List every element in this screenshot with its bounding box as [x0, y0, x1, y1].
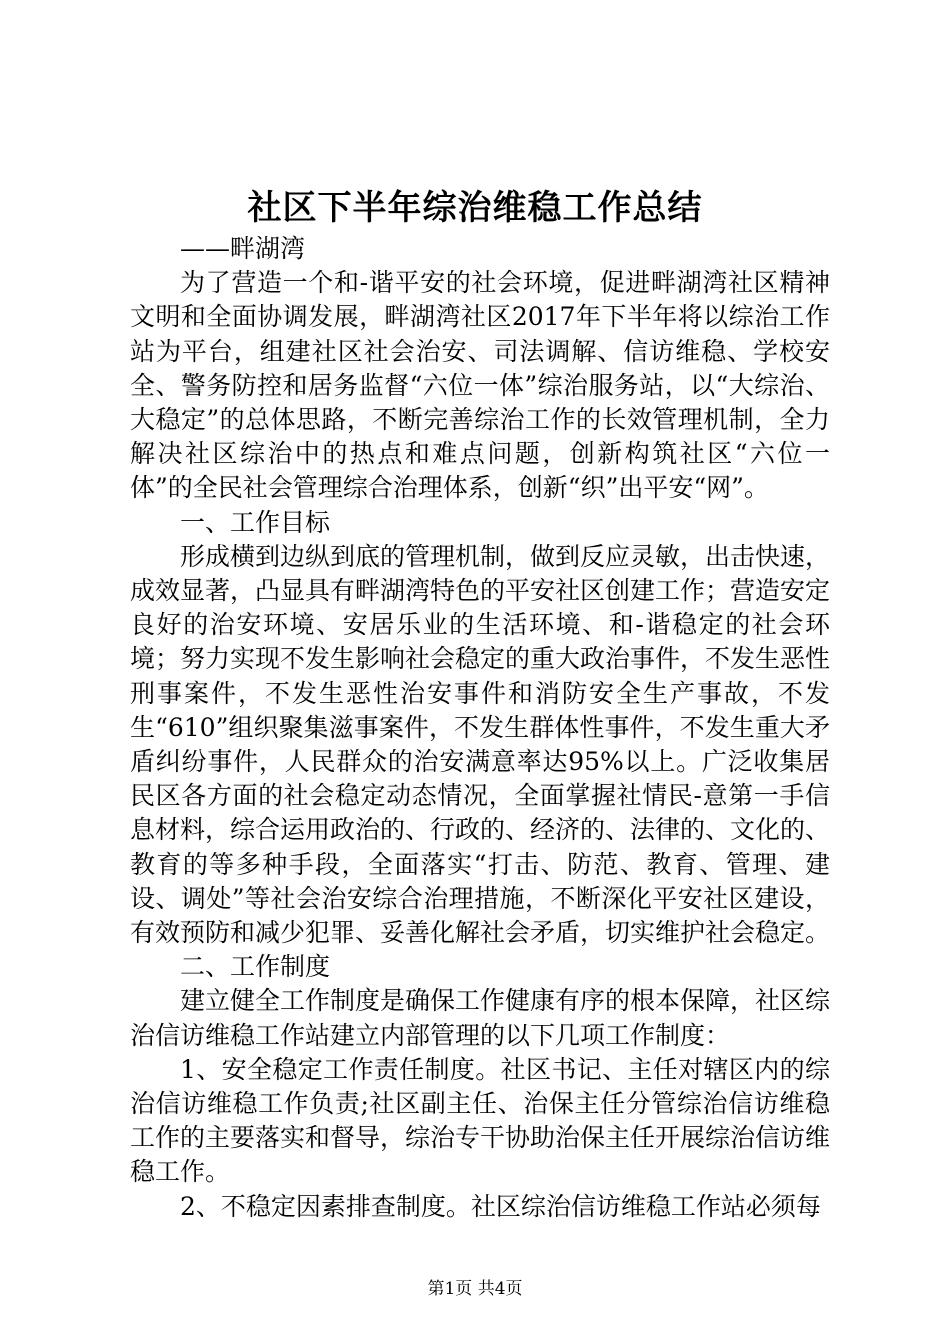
paragraph-item-2: 2、不稳定因素排查制度。社区综治信访维稳工作站必须每	[180, 1191, 821, 1221]
document-body	[130, 232, 830, 1224]
paragraph-system: 建立健全工作制度是确保工作健康有序的根本保障，社区综治信访维稳工作站建立内部管理的以下几项工作制度：	[130, 986, 831, 1050]
page-footer: 第1页 共4页	[427, 1279, 523, 1299]
author-line: ——畔湖湾	[180, 234, 306, 263]
section-heading-goals: 一、工作目标	[180, 507, 331, 537]
paragraph-item-1: 1、安全稳定工作责任制度。社区书记、主任对辖区内的综治信访维稳工作负责;社区副主任、治保主任分管综治信访维稳工作的主要落实和督导，综治专干协助治保主任开展综治信访维稳工作。	[130, 1054, 831, 1187]
paragraph-goals: 形成横到边纵到底的管理机制，做到反应灵敏，出击快速，成效显著，凸显具有畔湖湾特色的平安社区创建工作；营造安定良好的治安环境、安居乐业的生活环境、和-谐稳定的社会环境；努力实现不发生影响社会稳定的重大政治事件，不发生恶性刑事案件，不发生恶性治安事件和消防安全生产事故，不发生“610”组织聚集滋事案件，不发生群体性事件，不发生重大矛盾纠纷事件，人民群众的治安满意率达95%以上。广泛收集居民区各方面的社会稳定动态情况，全面掌握社情民-意第一手信息材料，综合运用政治的、行政的、经济的、法律的、文化的、教育的等多种手段，全面落实“打击、防范、教育、管理、建设、调处”等社会治安综合治理措施，不断深化平安社区建设，有效预防和减少犯罪、妥善化解社会矛盾，切实维护社会稳定。	[130, 541, 831, 948]
paragraph-intro: 为了营造一个和-谐平安的社会环境，促进畔湖湾社区精神文明和全面协调发展，畔湖湾社区2017年下半年将以综治工作站为平台，组建社区社会治安、司法调解、信访维稳、学校安全、警务防控和居务监督“六位一体”综治服务站，以“大综治、大稳定”的总体思路，不断完善综治工作的长效管理机制，全力解决社区综治中的热点和难点问题，创新构筑社区“六位一体”的全民社会管理综合治理体系，创新“织”出平安“网”。	[130, 268, 830, 503]
document-title: 社区下半年综治维稳工作总结	[247, 188, 703, 228]
section-heading-system: 二、工作制度	[180, 952, 331, 982]
